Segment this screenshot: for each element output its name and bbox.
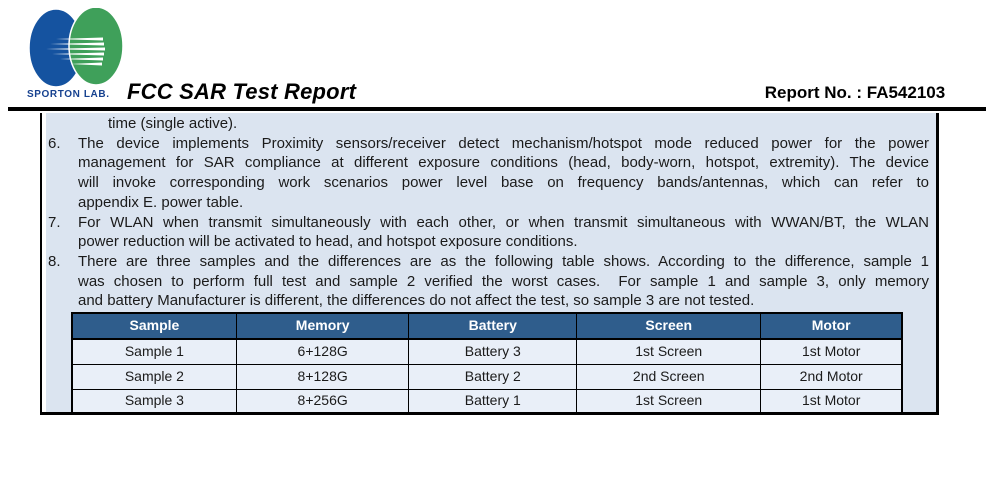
list-item-number: 7. — [48, 213, 61, 231]
note-continuation-line: time (single active). — [108, 115, 238, 132]
table-cell: 1st Screen — [577, 389, 761, 412]
sporton-lab-logo — [28, 8, 124, 90]
list-item-line: will invoke corresponding work scenarios power level base on frequency bands/antennas, which can refer to — [78, 174, 929, 192]
table-cell: Sample 1 — [72, 339, 236, 364]
table-cell: Sample 2 — [72, 364, 236, 389]
sporton-lab-wordmark: SPORTON LAB. — [27, 89, 110, 100]
list-item-line: appendix E. power table. — [78, 193, 244, 211]
table-cell: 2nd Motor — [761, 364, 902, 389]
list-item-number: 8. — [48, 252, 61, 270]
table-row — [72, 364, 902, 389]
table-row — [72, 389, 902, 412]
table-header-cell: Sample — [72, 313, 236, 339]
table-cell: 2nd Screen — [577, 364, 761, 389]
numbered-list — [46, 134, 929, 311]
header-divider — [8, 107, 986, 111]
list-item-line: The device implements Proximity sensors/receiver detect mechanism/hotspot mode reduced power for the power — [78, 134, 929, 152]
page-title: FCC SAR Test Report — [127, 79, 357, 104]
table-cell: 1st Motor — [761, 389, 902, 412]
table-header-cell: Battery — [409, 313, 577, 339]
table-cell: 8+256G — [236, 389, 409, 412]
list-item-text — [78, 213, 929, 252]
table-cell: Battery 1 — [409, 389, 577, 412]
list-item-text — [78, 252, 929, 311]
table-cell: 6+128G — [236, 339, 409, 364]
list-item-6 — [46, 134, 929, 213]
report-number: Report No. : FA542103 — [764, 83, 946, 102]
list-item-7 — [46, 213, 929, 252]
list-item-text — [78, 134, 929, 213]
table-cell: 8+128G — [236, 364, 409, 389]
list-item-8 — [46, 252, 929, 311]
table-cell: 1st Motor — [761, 339, 902, 364]
table-header-cell: Screen — [577, 313, 761, 339]
sporton-logo-icon — [28, 8, 124, 90]
table-header-cell: Memory — [236, 313, 409, 339]
table-row — [72, 339, 902, 364]
list-item-line: power reduction will be activated to head, and hotspot exposure conditions. — [78, 233, 578, 251]
table-cell: Sample 3 — [72, 389, 236, 412]
table-cell: Battery 2 — [409, 364, 577, 389]
list-item-line: management for SAR compliance at different exposure conditions (head, body-worn, hotspot, extremity). The device — [78, 154, 929, 172]
table-cell: Battery 3 — [409, 339, 577, 364]
list-item-line: and battery Manufacturer is different, the differences do not affect the test, so sample 3 are not tested. — [78, 292, 755, 310]
list-item-line: For WLAN when transmit simultaneously with each other, or when transmit simultaneous with WWAN/BT, the WLAN — [78, 213, 929, 231]
table-header-cell: Motor — [761, 313, 902, 339]
list-item-number: 6. — [48, 134, 61, 152]
table-header-row — [72, 313, 902, 339]
list-item-line: was chosen to perform full test and sample 2 verified the worst cases. For sample 1 and sample 3, only memory — [78, 272, 929, 290]
notes-background — [46, 113, 936, 412]
notes-section — [40, 113, 939, 415]
table-cell: 1st Screen — [577, 339, 761, 364]
sample-differences-table — [71, 312, 903, 412]
list-item-line: There are three samples and the differences are as the following table shows. According to the difference, sample 1 — [78, 252, 929, 270]
